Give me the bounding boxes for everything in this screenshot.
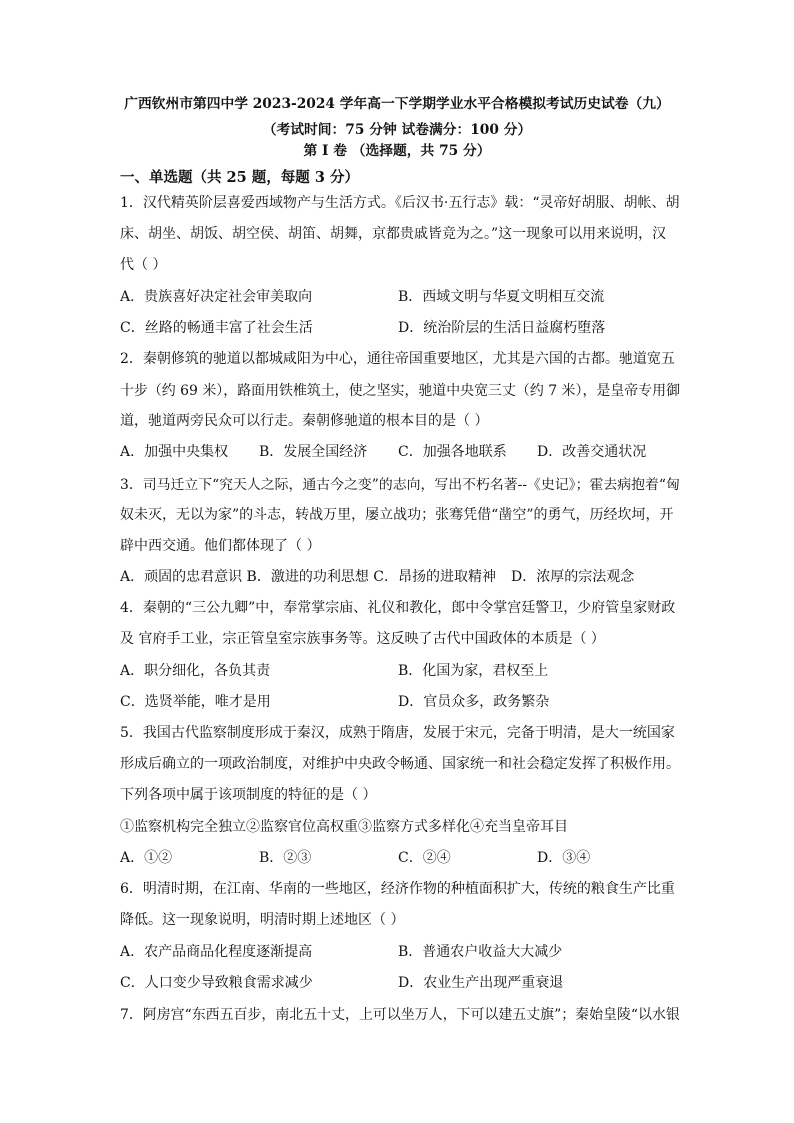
- q6-option-a: A．农产品商品化程度逐渐提高: [120, 944, 313, 960]
- q1-line-3: 代（ ）: [120, 257, 167, 273]
- q2-option-a: A．加强中央集权: [120, 444, 229, 460]
- q5-option-b: B．②③: [259, 850, 312, 866]
- q5-line-4: ①监察机构完全独立②监察官位高权重③监察方式多样化④充当皇帝耳目: [120, 819, 568, 835]
- part-title: 第 I 卷 （选择题，共 75 分）: [303, 143, 491, 159]
- q2-option-d: D．改善交通状况: [537, 444, 647, 460]
- q6-option-c: C．人口变少导致粮食需求减少: [120, 975, 313, 991]
- q1-option-b: B．西域文明与华夏文明相互交流: [398, 289, 605, 305]
- q3-option-d: D．浓厚的宗法观念: [511, 569, 635, 585]
- q1-line-2: 床、胡坐、胡饭、胡空侯、胡笛、胡舞，京都贵戚皆竞为之。”这一现象可以用来说明，汉: [120, 226, 667, 242]
- exam-title: 广西钦州市第四中学 2023-2024 学年高一下学期学业水平合格模拟考试历史试卷（九）: [124, 96, 670, 112]
- q2-option-c: C．加强各地联系: [398, 444, 507, 460]
- q6-line-1: 6．明清时期，在江南、华南的一些地区，经济作物的种植面积扩大，传统的粮食生产比重: [120, 881, 675, 897]
- q5-line-1: 5．我国古代监察制度形成于秦汉，成熟于隋唐，发展于宋元，完备于明清，是大一统国家: [120, 725, 675, 741]
- q1-line-1: 1．汉代精英阶层喜爱西域物产与生活方式。《后汉书·五行志》载：“灵帝好胡服、胡帐、胡: [120, 195, 680, 211]
- exam-info: （考试时间：75 分钟 试卷满分：100 分）: [262, 122, 532, 138]
- q4-line-2: 及 官府手工业，宗正管皇室宗族事务等。这反映了古代中国政体的本质是（ ）: [120, 631, 605, 647]
- q4-option-c: C．选贤举能，唯才是用: [120, 694, 271, 710]
- q7-line-1: 7．阿房宫“东西五百步，南北五十丈，上可以坐万人，下可以建五丈旗”；秦始皇陵“以水银: [120, 1007, 680, 1023]
- q5-option-c: C．②④: [398, 850, 451, 866]
- q4-option-a: A．职分细化，各负其责: [120, 663, 271, 679]
- q4-option-b: B．化国为家，君权至上: [398, 663, 549, 679]
- section-title: 一、单选题（共 25 题，每题 3 分）: [120, 169, 359, 186]
- q5-option-a: A．①②: [120, 850, 173, 866]
- q3-line-1: 3．司马迁立下“究天人之际，通古今之变”的志向，写出不朽名著--《史记》；霍去病抱着“匈: [120, 477, 680, 493]
- q3-options-abc: A．顽固的忠君意识 B．激进的功利思想 C．昂扬的进取精神: [120, 569, 497, 585]
- q2-line-3: 道，驰道两旁民众可以行走。秦朝修驰道的根本目的是（ ）: [120, 413, 489, 429]
- q3-line-3: 辟中西交通。他们都体现了（ ）: [120, 538, 321, 554]
- q2-line-1: 2．秦朝修筑的驰道以都城咸阳为中心，通往帝国重要地区，尤其是六国的古都。驰道宽五: [120, 351, 675, 367]
- q5-line-3: 下列各项中属于该项制度的特征的是（ ）: [120, 787, 377, 803]
- q4-option-d: D．官员众多，政务繁杂: [398, 694, 550, 710]
- q1-option-d: D．统治阶层的生活日益腐朽堕落: [398, 320, 606, 336]
- q6-line-2: 降低。这一现象说明，明清时期上述地区（ ）: [120, 912, 405, 928]
- q6-option-d: D．农业生产出现严重衰退: [398, 975, 564, 991]
- q3-line-2: 奴未灭，无以为家”的斗志，转战万里，屡立战功；张骞凭借“凿空”的勇气，历经坎坷，开: [120, 507, 674, 523]
- q5-line-2: 形成后确立的一项政治制度，对维护中央政令畅通、国家统一和社会稳定发挥了积极作用。: [120, 756, 680, 772]
- q5-option-d: D．③④: [537, 850, 591, 866]
- q4-line-1: 4．秦朝的“三公九卿”中，奉常掌宗庙、礼仪和教化，郎中令掌宫廷警卫，少府管皇家财政: [120, 600, 676, 616]
- q1-option-c: C．丝路的畅通丰富了社会生活: [120, 320, 313, 336]
- q1-option-a: A．贵族喜好决定社会审美取向: [120, 289, 313, 305]
- q6-option-b: B．普通农户收益大大减少: [398, 944, 563, 960]
- q2-option-b: B．发展全国经济: [259, 444, 368, 460]
- q2-line-2: 十步（约 69 米），路面用铁椎筑土，使之坚实，驰道中央宽三丈（约 7 米），是皇帝专用御: [120, 383, 681, 399]
